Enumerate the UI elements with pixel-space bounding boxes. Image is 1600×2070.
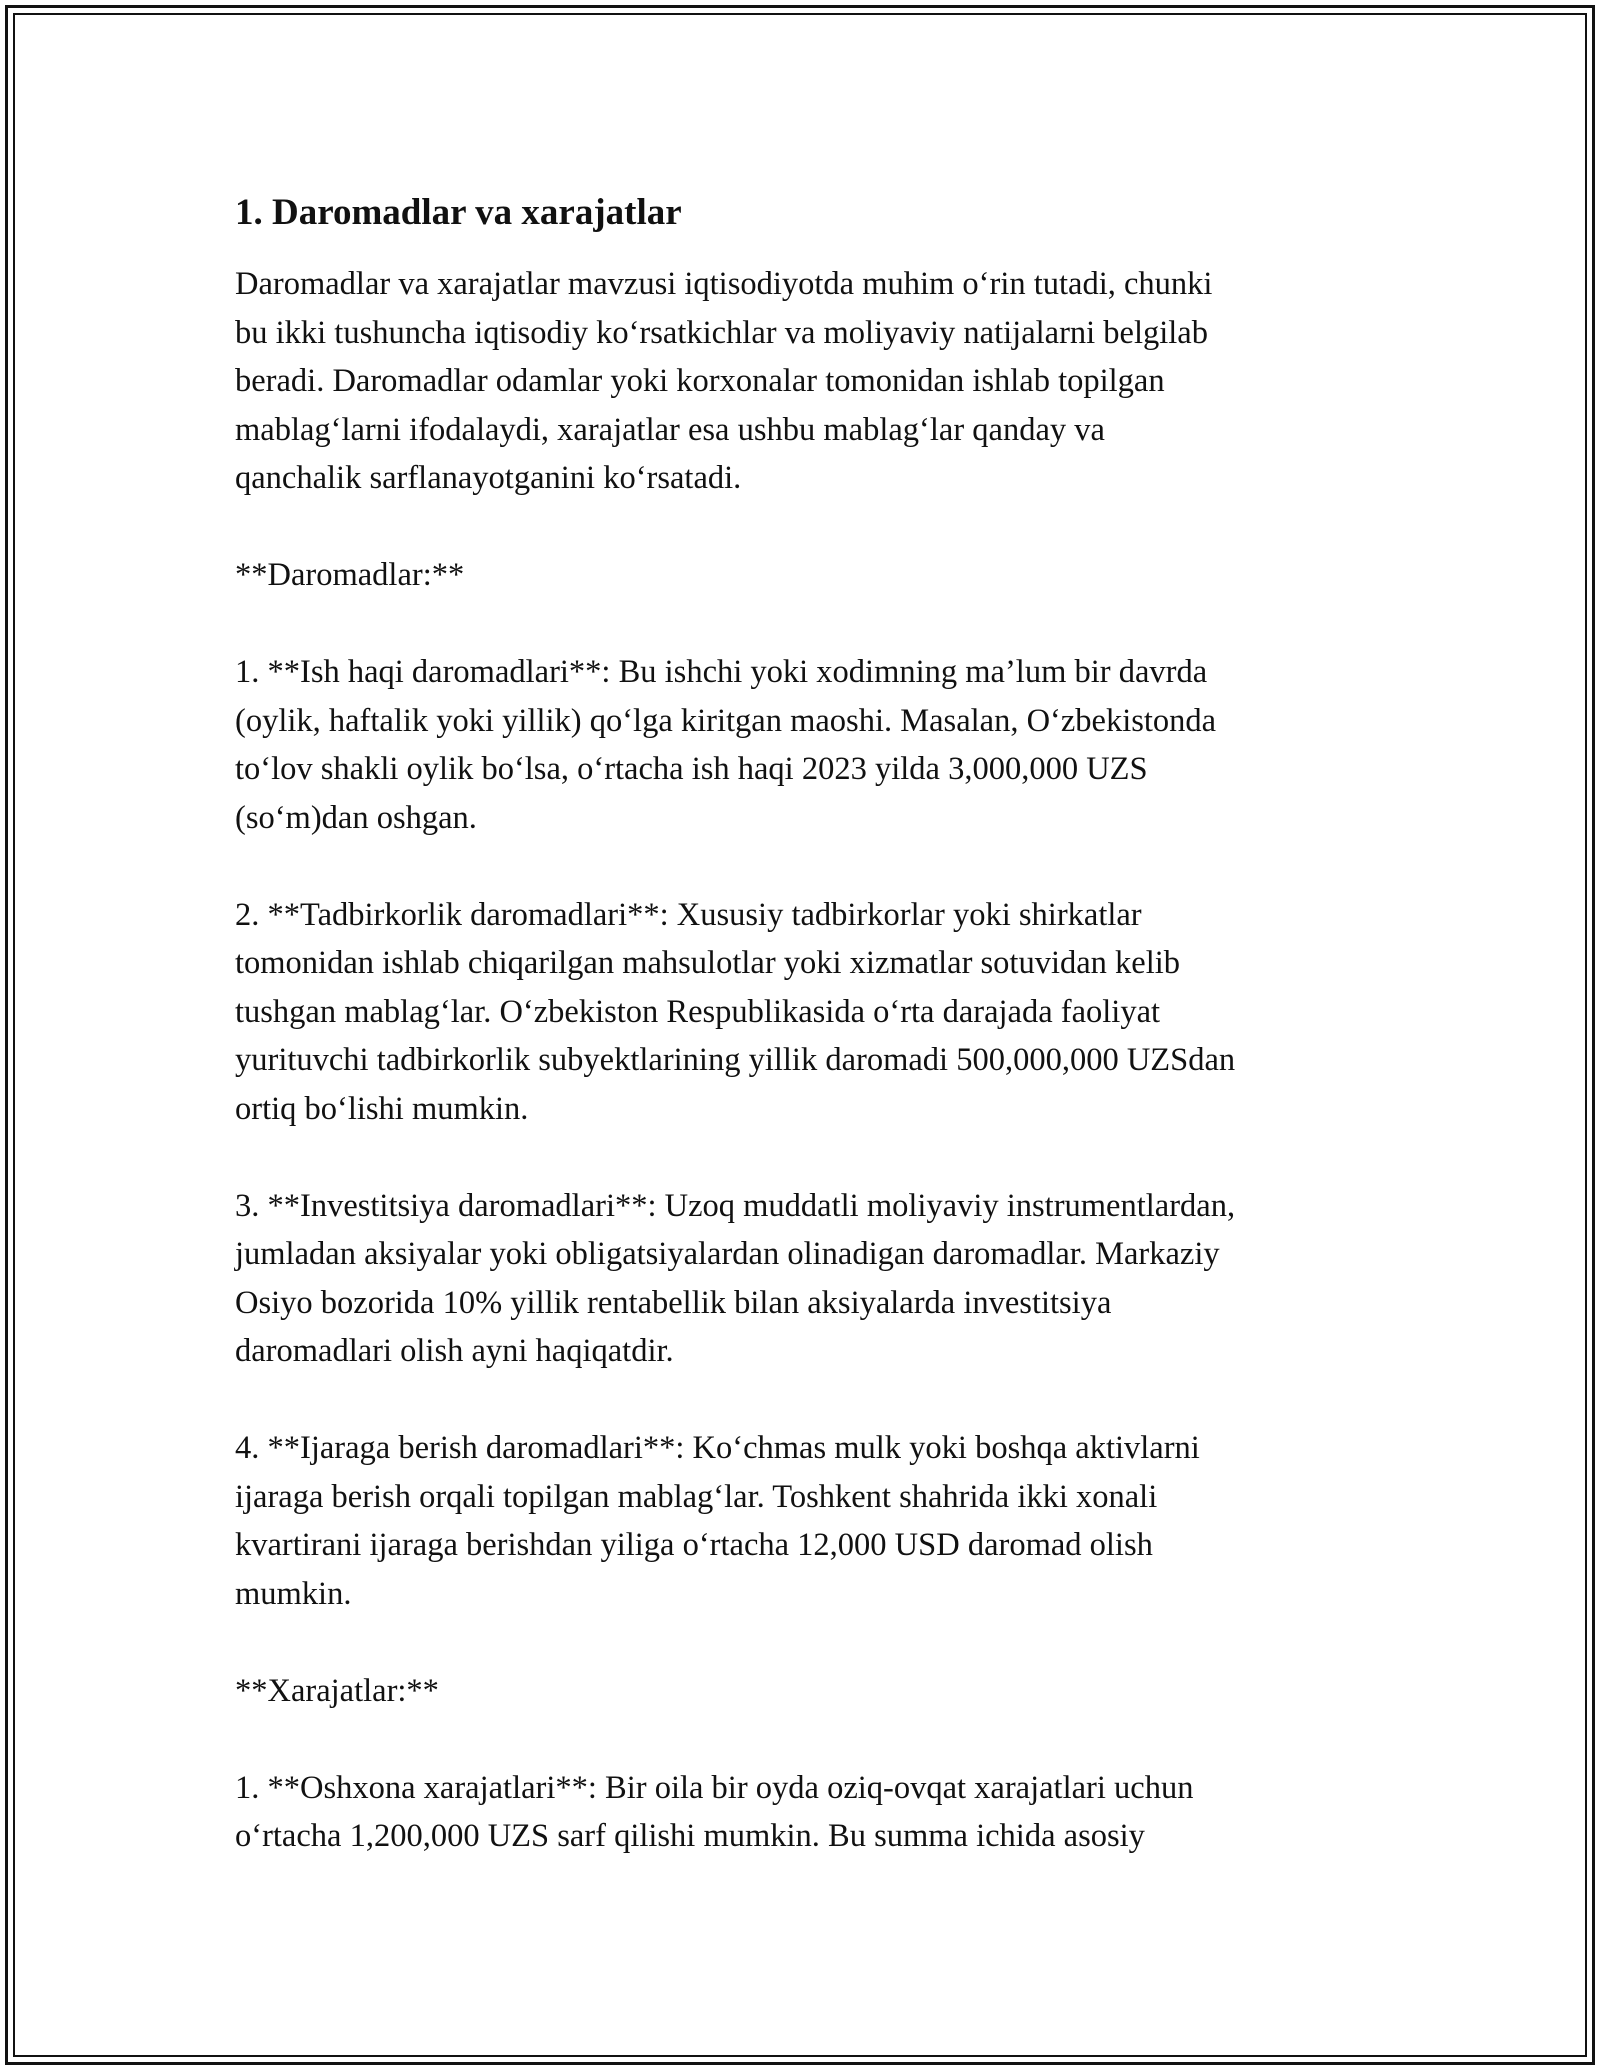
income-item-investment xyxy=(235,1182,1385,1376)
text-line: (oylik, haftalik yoki yillik) qo‘lga kiritgan maoshi. Masalan, O‘zbekistonda xyxy=(235,702,1217,739)
text-line: 1. **Oshxona xarajatlari**: Bir oila bir oyda oziq-ovqat xarajatlari uchun xyxy=(235,1769,1194,1806)
text-line: bu ikki tushuncha iqtisodiy ko‘rsatkichlar va moliyaviy natijalarni belgilab xyxy=(235,314,1208,351)
text-line: to‘lov shakli oylik bo‘lsa, o‘rtacha ish haqi 2023 yilda 3,000,000 UZS xyxy=(235,751,1148,787)
section-heading: 1. Daromadlar va xarajatlar xyxy=(235,192,682,233)
text-line: 1. **Ish haqi daromadlari**: Bu ishchi yoki xodimning ma’lum bir davrda xyxy=(235,654,1208,690)
text-line: qanchalik sarflanayotganini ko‘rsatadi. xyxy=(235,460,742,496)
text-line: ijaraga berish orqali topilgan mablag‘lar. Toshkent shahrida ikki xonali xyxy=(235,1478,1158,1515)
text-line: 4. **Ijaraga berish daromadlari**: Ko‘chmas mulk yoki boshqa aktivlarni xyxy=(235,1430,1200,1466)
text-line: tomonidan ishlab chiqarilgan mahsulotlar yoki xizmatlar sotuvidan kelib xyxy=(235,945,1181,981)
text-line: **Daromadlar:** xyxy=(235,557,465,593)
text-line: Osiyo bozorida 10% yillik rentabellik bilan aksiyalarda investitsiya xyxy=(235,1284,1112,1321)
income-item-rent xyxy=(235,1424,1385,1618)
text-line: o‘rtacha 1,200,000 UZS sarf qilishi mumkin. Bu summa ichida asosiy xyxy=(235,1818,1145,1854)
text-line: 3. **Investitsiya daromadlari**: Uzoq muddatli moliyaviy instrumentlardan, xyxy=(235,1187,1236,1224)
income-subheading xyxy=(235,551,1385,600)
text-line: jumladan aksiyalar yoki obligatsiyalardan olinadigan daromadlar. Markaziy xyxy=(235,1236,1220,1272)
text-line: 2. **Tadbirkorlik daromadlari**: Xususiy tadbirkorlar yoki shirkatlar xyxy=(235,896,1142,933)
income-item-salary xyxy=(235,648,1385,842)
expenses-subheading xyxy=(235,1667,1385,1716)
income-item-business xyxy=(235,891,1385,1134)
text-line: ortiq bo‘lishi mumkin. xyxy=(235,1090,529,1127)
document-body xyxy=(235,190,1385,1909)
text-line: mumkin. xyxy=(235,1575,352,1612)
text-line: Daromadlar va xarajatlar mavzusi iqtisodiyotda muhim o‘rin tutadi, chunki xyxy=(235,266,1213,302)
text-line: tushgan mablag‘lar. O‘zbekiston Respublikasida o‘rta darajada faoliyat xyxy=(235,993,1161,1030)
text-line: (so‘m)dan oshgan. xyxy=(235,799,477,836)
text-line: yurituvchi tadbirkorlik subyektlarining yillik daromadi 500,000,000 UZSdan xyxy=(235,1042,1236,1078)
text-line: kvartirani ijaraga berishdan yiliga o‘rtacha 12,000 USD daromad olish xyxy=(235,1527,1153,1563)
text-line: mablag‘larni ifodalaydi, xarajatlar esa ushbu mablag‘lar qanday va xyxy=(235,411,1105,448)
intro-paragraph xyxy=(235,260,1385,503)
text-line: daromadlari olish ayni haqiqatdir. xyxy=(235,1333,674,1369)
text-line: **Xarajatlar:** xyxy=(235,1672,439,1709)
text-line: beradi. Daromadlar odamlar yoki korxonalar tomonidan ishlab topilgan xyxy=(235,363,1165,399)
expense-item-kitchen xyxy=(235,1764,1385,1861)
